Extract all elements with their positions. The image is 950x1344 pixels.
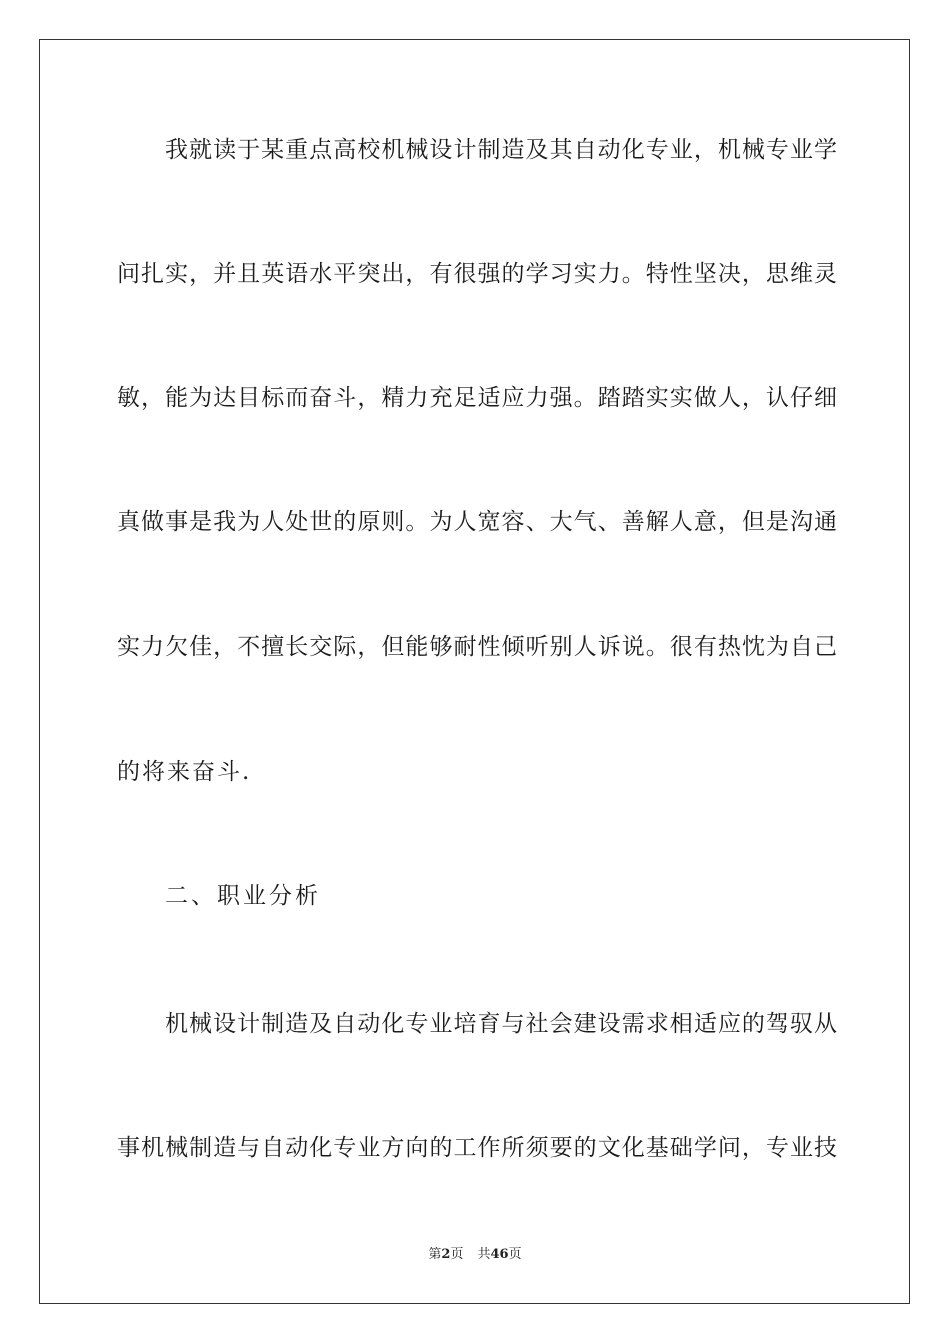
page-border [39, 39, 910, 1304]
paragraph-line-6: 的将来奋斗. [117, 759, 252, 785]
page-footer [0, 1247, 950, 1263]
total-pages: 46 [490, 1247, 509, 1262]
page-number: 2 [441, 1247, 451, 1262]
page-label-suffix: 页 [450, 1247, 464, 1262]
paragraph-line-8: 事机械制造与自动化专业方向的工作所须要的文化基础学问，专业技 [117, 1135, 837, 1161]
paragraph-line-1: 我就读于某重点高校机械设计制造及其自动化专业，机械专业学 [165, 137, 837, 163]
paragraph-line-2: 问扎实，并且英语水平突出，有很强的学习实力。特性坚决，思维灵 [117, 261, 837, 287]
paragraph-line-4: 真做事是我为人处世的原则。为人宽容、大气、善解人意，但是沟通 [117, 509, 837, 535]
total-label-prefix: 共 [477, 1247, 491, 1262]
paragraph-line-7: 机械设计制造及自动化专业培育与社会建设需求相适应的驾驭从 [165, 1011, 837, 1037]
paragraph-line-5: 实力欠佳，不擅长交际，但能够耐性倾听别人诉说。很有热忱为自己 [117, 634, 837, 660]
section-heading: 二、职业分析 [165, 883, 321, 909]
paragraph-line-3: 敏，能为达目标而奋斗，精力充足适应力强。踏踏实实做人，认仔细 [117, 385, 837, 411]
page-label-prefix: 第 [428, 1247, 442, 1262]
total-label-suffix: 页 [508, 1247, 522, 1262]
